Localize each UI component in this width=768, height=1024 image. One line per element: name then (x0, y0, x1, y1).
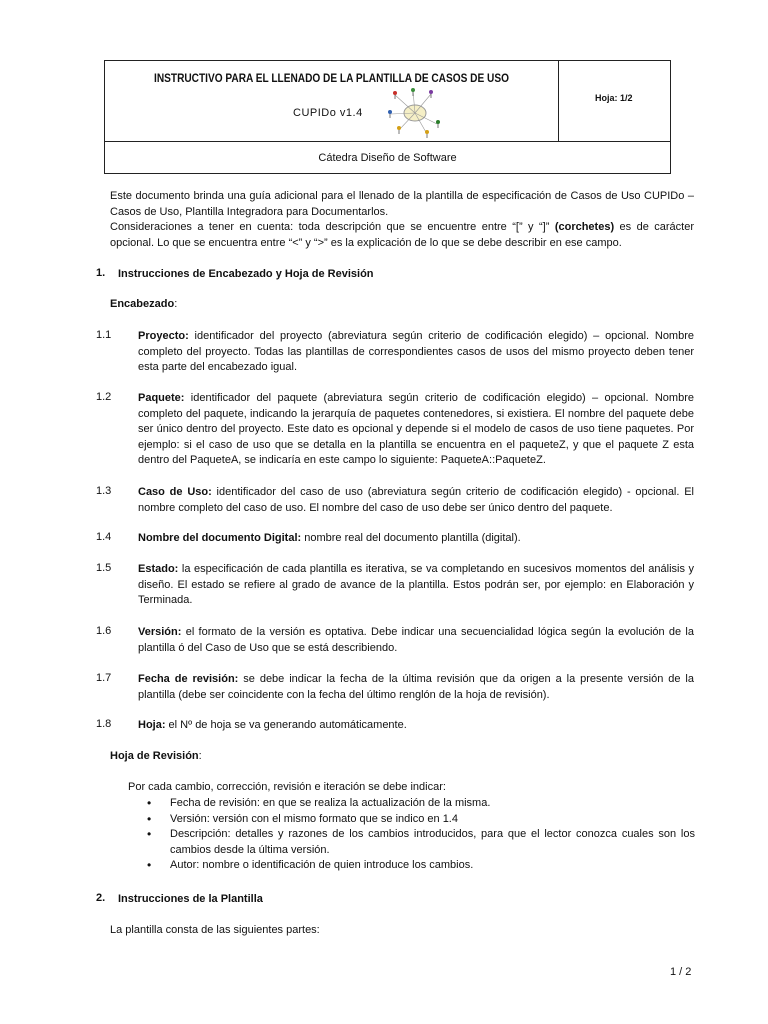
revision-subheading (110, 749, 202, 765)
item-version (138, 625, 694, 656)
item-number: 1.7 (96, 672, 112, 684)
section-2-number: 2. (96, 892, 106, 904)
encabezado-label: Encabezado (110, 298, 175, 310)
item-description: la especificación de cada plantilla es iterativa, se va completando en sucesivos momentos del análisis y diseño. El estado se refiere al grado de avance de la plantilla. Estos podrán ser, por ejemplo: en Elaboración y Terminada. (138, 563, 694, 607)
revision-bullet-list (145, 796, 695, 874)
revision-intro: Por cada cambio, corrección, revisión e iteración se debe indicar: (128, 781, 446, 793)
item-label: Fecha de revisión: (138, 673, 239, 685)
item-description: nombre real del documento plantilla (digital). (301, 532, 521, 544)
item-estado (138, 562, 694, 609)
item-hoja (138, 718, 694, 734)
encabezado-subheading (110, 297, 177, 313)
item-fecha-revision (138, 672, 694, 703)
page-number: 1 / 2 (670, 966, 692, 978)
item-description: el formato de la versión es optativa. Debe indicar una secuencialidad lógica según la evolución de la plantilla ó del Caso de Uso que se está describiendo. (138, 626, 694, 654)
intro-line: Este documento brinda una guía adicional para el llenado de la plantilla de especificación de Casos de Uso CUPIDo – Casos de Uso, Plantilla Integradora para Documentarlos. (110, 190, 694, 218)
intro-brackets-note: (corchetes) (554, 221, 615, 234)
bullet-text: Versión: versión con el mismo formato que se indico en 1.4 (170, 812, 458, 825)
section-2-text: La plantilla consta de las siguientes partes: (110, 924, 320, 936)
item-nombre-documento (138, 531, 694, 547)
section-1-number: 1. (96, 267, 106, 279)
item-label: Caso de Uso: (138, 486, 212, 498)
section-1-title: Instrucciones de Encabezado y Hoja de Revisión (118, 268, 374, 280)
item-number: 1.1 (96, 329, 112, 341)
item-label: Estado: (138, 563, 179, 575)
encabezado-colon: : (174, 298, 178, 310)
bullet-text: Fecha de revisión: en que se realiza la actualización de la misma. (170, 797, 491, 809)
course-name: Cátedra Diseño de Software (105, 141, 670, 175)
template-version: CUPIDo v1.4 (293, 107, 363, 119)
item-description: identificador del proyecto (abreviatura según criterio de codificación elegido) – opcional. Nombre completo del proyecto. Todas las plantillas de correspondientes casos de usos del mismo proyecto deben tener esta parte del encabezado igual. (138, 330, 694, 374)
item-number: 1.2 (96, 391, 112, 403)
bullet-text: Descripción: detalles y razones de los cambios introducidos, para que el lector conozca cuales son los cambios desde la última versión. (170, 828, 695, 856)
item-label: Paquete: (138, 392, 185, 404)
item-description: el Nº de hoja se va generando automáticamente. (165, 719, 407, 731)
cupido-logo-icon (385, 88, 445, 138)
item-number: 1.5 (96, 562, 112, 574)
item-number: 1.4 (96, 531, 112, 543)
item-number: 1.8 (96, 718, 112, 730)
item-number: 1.3 (96, 485, 112, 497)
revision-label: Hoja de Revisión (110, 750, 199, 762)
item-description: identificador del paquete (abreviatura según criterio de codificación elegido) – opcional. Nombre completo del paquete, indicando la jerarquía de paquetes contenedores, si existiera. El nombre del paquete debe ser único dentro del proyecto. Este dato es opcional y depende si el modelo de casos de uso tiene paquetes. Por ejemplo: si el caso de uso que se detalla en la plantilla se encuentra en el paqueteZ, y que el paquete Z esta dentro del PaqueteA, se indicaría en este campo lo siguiente: PaqueteA::PaqueteZ. (138, 392, 694, 467)
item-label: Hoja: (138, 719, 166, 731)
revision-colon: : (198, 750, 202, 762)
intro-considerations: Consideraciones a tener en cuenta: toda descripción que se encuentre entre “[” y “]” (110, 221, 555, 234)
list-item (145, 827, 695, 858)
list-item (145, 796, 695, 812)
item-number: 1.6 (96, 625, 112, 637)
item-label: Nombre del documento Digital: (138, 532, 302, 544)
list-item (145, 858, 695, 874)
item-proyecto (138, 329, 694, 376)
sheet-number: Hoja: 1/2 (595, 93, 633, 103)
item-label: Versión: (138, 626, 182, 638)
bullet-icon: • (147, 811, 152, 826)
item-caso-de-uso (138, 485, 694, 516)
section-2-title: Instrucciones de la Plantilla (118, 893, 263, 905)
document-header-table (104, 60, 671, 174)
bullet-text: Autor: nombre o identificación de quien introduce los cambios. (170, 859, 474, 872)
intro-considerations-end: es de carácter opcional. Lo que se encuentra entre “<” y “>” es la explicación de lo que se debe describir en ese campo. (110, 221, 694, 249)
item-label: Proyecto: (138, 330, 189, 342)
document-title: INSTRUCTIVO PARA EL LLENADO DE LA PLANTILLA DE CASOS DE USO (154, 73, 509, 85)
bullet-icon: • (147, 796, 152, 810)
header-title-cell (105, 61, 559, 141)
header-sheet-cell (558, 61, 670, 141)
item-description: se debe indicar la fecha de la última revisión que da origen a la presente versión de la plantilla (debe ser coincidente con la fecha del último renglón de la hoja de revisión). (138, 673, 694, 701)
item-paquete (138, 391, 694, 469)
list-item (145, 812, 695, 828)
bullet-icon: • (147, 858, 152, 873)
intro-paragraph (110, 189, 694, 251)
bullet-icon: • (147, 827, 152, 842)
item-description: identificador del caso de uso (abreviatura según criterio de codificación elegido) - opcional. El nombre completo del caso de uso. El nombre del caso de uso debe ser único dentro del paquete. (138, 486, 695, 514)
